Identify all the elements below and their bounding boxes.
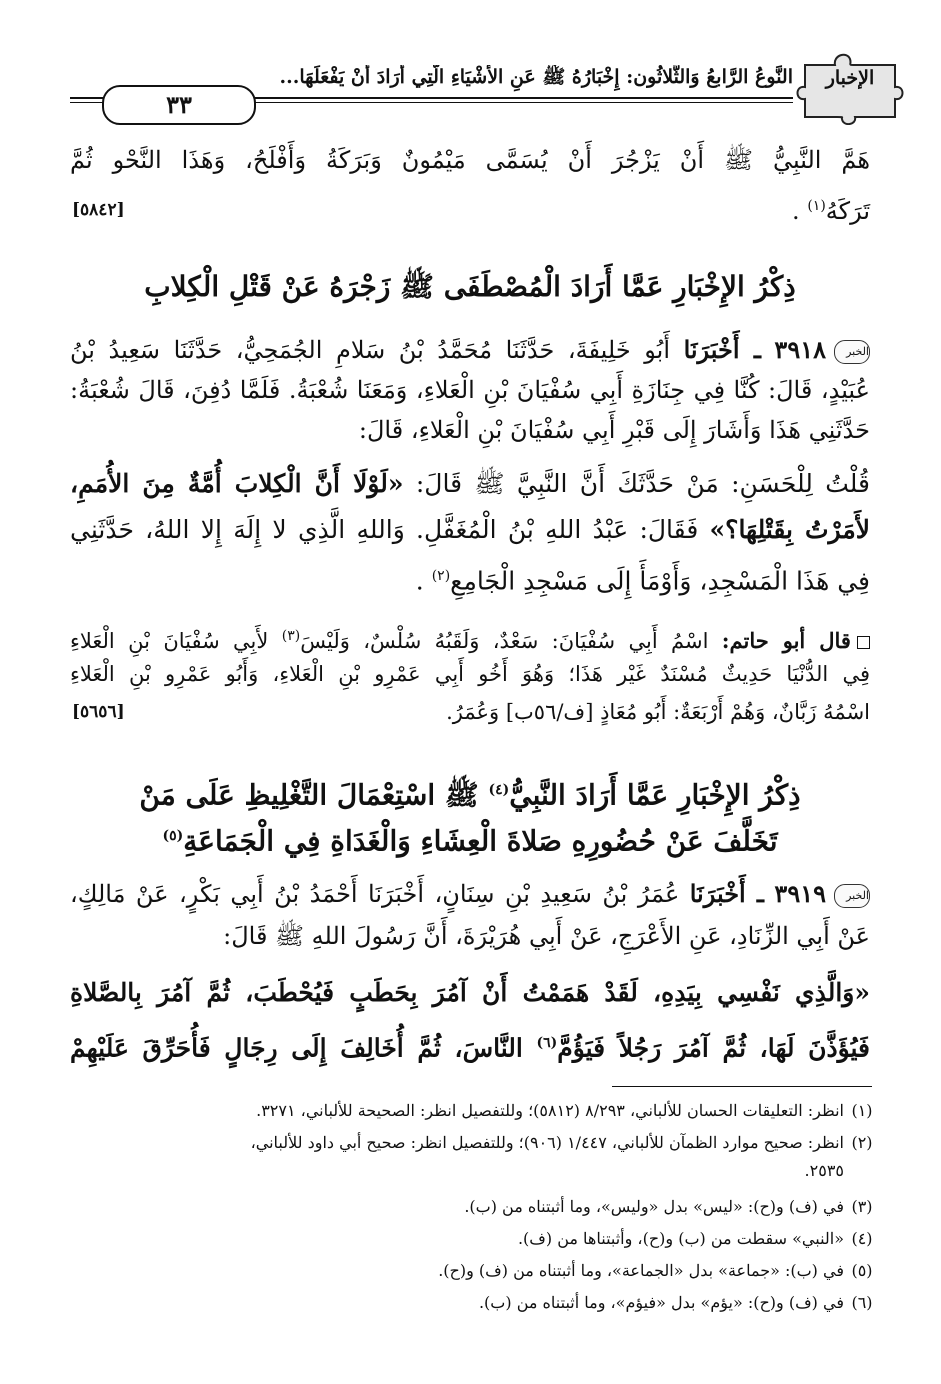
footnote-marker: (٢) <box>431 568 451 584</box>
hadith-line-3: حَدَّثَنِي هَذَا وَأَشَارَ إِلَى قَبْرِ أَبِي سُفْيَانَ بْنِ الْعَلاءِ، قَالَ: <box>358 416 870 444</box>
footnote-marker: (٥) <box>162 828 184 844</box>
footnote-text: في (ف) و(ح): «ليس» بدل «وليس»، وما أثبتناه من (ب). <box>464 1197 844 1216</box>
footnote-text: في (ب): «جماعة» بدل «الجماعة»، وما أثبتناه من (ف) و(ح). <box>438 1261 844 1280</box>
section-heading: ذِكْرُ الإِخْبَارِ عَمَّا أَرَادَ الْمُصْطَفَى ﷺ زَجْرَهُ عَنْ قَتْلِ الْكِلابِ <box>144 270 796 303</box>
page-number-frame <box>102 85 256 125</box>
akhbarana: ـ أَخْبَرَنَا <box>689 879 764 908</box>
footnote-number: (٣) <box>851 1197 873 1216</box>
footnote-6 <box>90 1290 880 1316</box>
comment-line-2: فِي الدُّنْيَا حَدِيثٌ مُسْنَدٌ غَيْر هَذَا؛ وَهُوَ أَخُو أَبِي عَمْرِو بْنِ الْعَلاءِ، وَأَبُو عَمْرِو بْنِ الْعَلاءِ <box>70 662 870 686</box>
matn-quote: «لَوْلَا أَنَّ الْكِلابَ أُمَّةٌ مِنَ الأُمَمِ، <box>70 469 404 498</box>
full-stop: . <box>415 566 424 596</box>
hadith-line-1 <box>70 874 870 914</box>
page-number: ٣٣ <box>166 90 192 119</box>
continuation-text: تَرَكَهُ <box>825 197 870 225</box>
matn-quote: لأَمَرْتُ بِقَتْلِهَا؟» <box>709 515 870 544</box>
isnad-text: أَبُو خَلِيفَةَ، حَدَّثَنَا مُحَمَّدُ بْنُ سَلامِ الجُمَحِيُّ، حَدَّثَنَا سَعِيدُ بْنُ <box>70 336 670 364</box>
comment-text: لأَبِي سُفْيَانَ بْنِ الْعَلاءِ <box>70 629 269 653</box>
continuation-line-2 <box>70 186 870 231</box>
matn-text: النَّاسَ، ثُمَّ أُخَالِفَ إِلَى رِجَالٍ فَأُحَرِّقَ عَلَيْهِمْ <box>70 1033 523 1063</box>
comment-line-1 <box>70 618 870 659</box>
hadith-number: ٣٩١٩ <box>774 879 826 908</box>
khabar-badge-icon: الخبر <box>834 884 870 908</box>
footnote-2 <box>90 1130 880 1156</box>
heading-text: تَخَلَّفَ عَنْ حُضُورِهِ صَلاةَ الْعِشَاءِ وَالْغَدَاةِ فِي الْجَمَاعَةِ <box>183 824 778 858</box>
square-bullet-icon <box>857 636 870 649</box>
heading-text: ذِكْرُ الإِخْبَارِ عَمَّا أَرَادَ النَّبِيُّ <box>509 778 801 812</box>
footnote-number: (٥) <box>851 1261 873 1280</box>
footnote-text: «النبي» سقطت من (ب) و(ح)، وأثبتناها من (ف). <box>517 1229 844 1248</box>
matn-line-2 <box>70 1020 870 1071</box>
running-title: النَّوعُ الرَّابعُ وَالثَّلاثُون: إِخْبَارُهُ ﷺ عَنِ الأَشْيَاءِ الَّتِي أَرَادَ أَنْ يَفْعَلَهَا... <box>279 66 793 88</box>
hadith-line-2: عَنْ أَبِي الزِّنَادِ، عَنِ الأَعْرَجِ، عَنْ أَبِي هُرَيْرَةَ، أَنَّ رَسُولَ اللهِ ﷺ قَالَ: <box>223 922 870 950</box>
matn-text: فَيُؤَذَّنَ لَهَا، ثُمَّ آمُرَ رَجُلاً فَيَؤُمَّ <box>557 1033 870 1063</box>
page-header <box>60 45 905 125</box>
footnote-3 <box>90 1194 880 1220</box>
footnote-5 <box>90 1258 880 1284</box>
matn-text: فِي هَذَا الْمَسْجِدِ، وَأَوْمَأَ إِلَى مَسْجِدِ الْجَامِعِ <box>450 566 870 596</box>
hadith-line-1 <box>70 330 870 370</box>
footnote-text: انظر: صحيح موارد الظمآن للألباني، ١/٤٤٧ (٩٠٦)؛ وللتفصيل انظر: صحيح أبي داود للألباني، <box>250 1133 844 1152</box>
footnote-number: (٦) <box>851 1293 873 1312</box>
matn-text: فَقَالَ: عَبْدُ اللهِ بْنُ الْمُغَفَّلِ. وَاللهِ الَّذِي لا إِلَهَ إِلا اللهُ، حَدَّثَنِي <box>70 515 699 544</box>
reference-number: [٥٦٥٦] <box>72 702 125 722</box>
footnote-separator <box>612 1086 872 1087</box>
footnote-text: في (ف) و(ح): «يؤم» بدل «فيؤم»، وما أثبتناه من (ب). <box>478 1293 844 1312</box>
full-stop: . <box>792 197 800 225</box>
comment-line-3: اسْمُهُ زَبَّانٌ، وَهُمْ أَرْبَعَةٌ: أَبُو مُعَاذٍ [ف/٥٦ب] وَعُمَرُ. <box>446 700 870 724</box>
reference-number: [٥٨٤٢] <box>72 200 125 220</box>
matn-line-1: «وَالَّذِي نَفْسِي بِيَدِهِ، لَقَدْ هَمَمْتُ أَنْ آمُرَ بِحَطَبٍ فَيُحْطَبَ، ثُمَّ آمُرَ بِالصَّلاةِ <box>70 978 870 1007</box>
footnote-number: (١) <box>851 1101 873 1120</box>
footnote-marker: (١) <box>807 198 826 214</box>
matn-line-1 <box>70 462 870 506</box>
footnote-marker: (٣) <box>281 628 301 644</box>
matn-line-2 <box>70 508 870 552</box>
footnote-marker: (٦) <box>536 1035 558 1051</box>
puzzle-label: الإخبار <box>825 67 875 89</box>
footnote-1 <box>90 1098 880 1124</box>
khabar-badge-icon: الخبر <box>834 340 870 364</box>
continuation-line-1: هَمَّ النَّبِيُّ ﷺ أَنْ يَزْجُرَ أَنْ يُسَمَّى مَيْمُونٌ وَبَرَكَةُ وَأَفْلَحُ، وَهَذَا النَّحْو ثُمَّ <box>70 146 870 174</box>
footnote-number: (٢) <box>851 1133 873 1152</box>
heading-text: ﷺ اسْتِعْمَالَ التَّغْلِيظِ عَلَى مَنْ <box>139 778 479 812</box>
footnote-text: ٢٥٣٥. <box>804 1161 844 1180</box>
qala-abu-hatim: قال أبو حاتم: <box>721 628 851 653</box>
hadith-line-2: عُبَيْدٍ، قَالَ: كُنَّا فِي جِنَازَةِ أَبِي سُفْيَانَ بْنِ الْعَلاءِ، وَمَعَنَا شُعْبَةُ. فَلَمَّا دُفِنَ، قَالَ شُعْبَةُ: <box>70 376 870 404</box>
isnad-text: عُمَرُ بْنُ سَعِيدِ بْنِ سِنَانٍ، أَخْبَرَنَا أَحْمَدُ بْنُ أَبِي بَكْرٍ، عَنْ مَالِكٍ، <box>70 880 680 908</box>
matn-text: قُلْتُ لِلْحَسَنِ: مَنْ حَدَّثَكَ أَنَّ النَّبِيَّ ﷺ قَالَ: <box>415 469 870 498</box>
footnote-marker: (٤) <box>488 782 510 798</box>
footnote-text: انظر: التعليقات الحسان للألباني، ٨/٢٩٣ (٥٨١٢)؛ وللتفصيل انظر: الصحيحة للألباني، ٣٢٧١. <box>256 1101 844 1120</box>
footnote-number: (٤) <box>851 1229 873 1248</box>
section-heading-line-1 <box>70 768 870 817</box>
footnote-4 <box>90 1226 880 1252</box>
akhbarana: ـ أَخْبَرَنَا <box>683 335 761 364</box>
section-heading-line-2 <box>70 814 870 863</box>
comment-text: اسْمُ أَبِي سُفْيَانَ: سَعْدٌ، وَلَقَبُهُ سُلْسٌ، وَلَيْسَ <box>300 629 709 653</box>
hadith-number: ٣٩١٨ <box>774 335 826 364</box>
footnote-2-continued <box>90 1158 880 1184</box>
matn-line-3 <box>70 554 870 603</box>
